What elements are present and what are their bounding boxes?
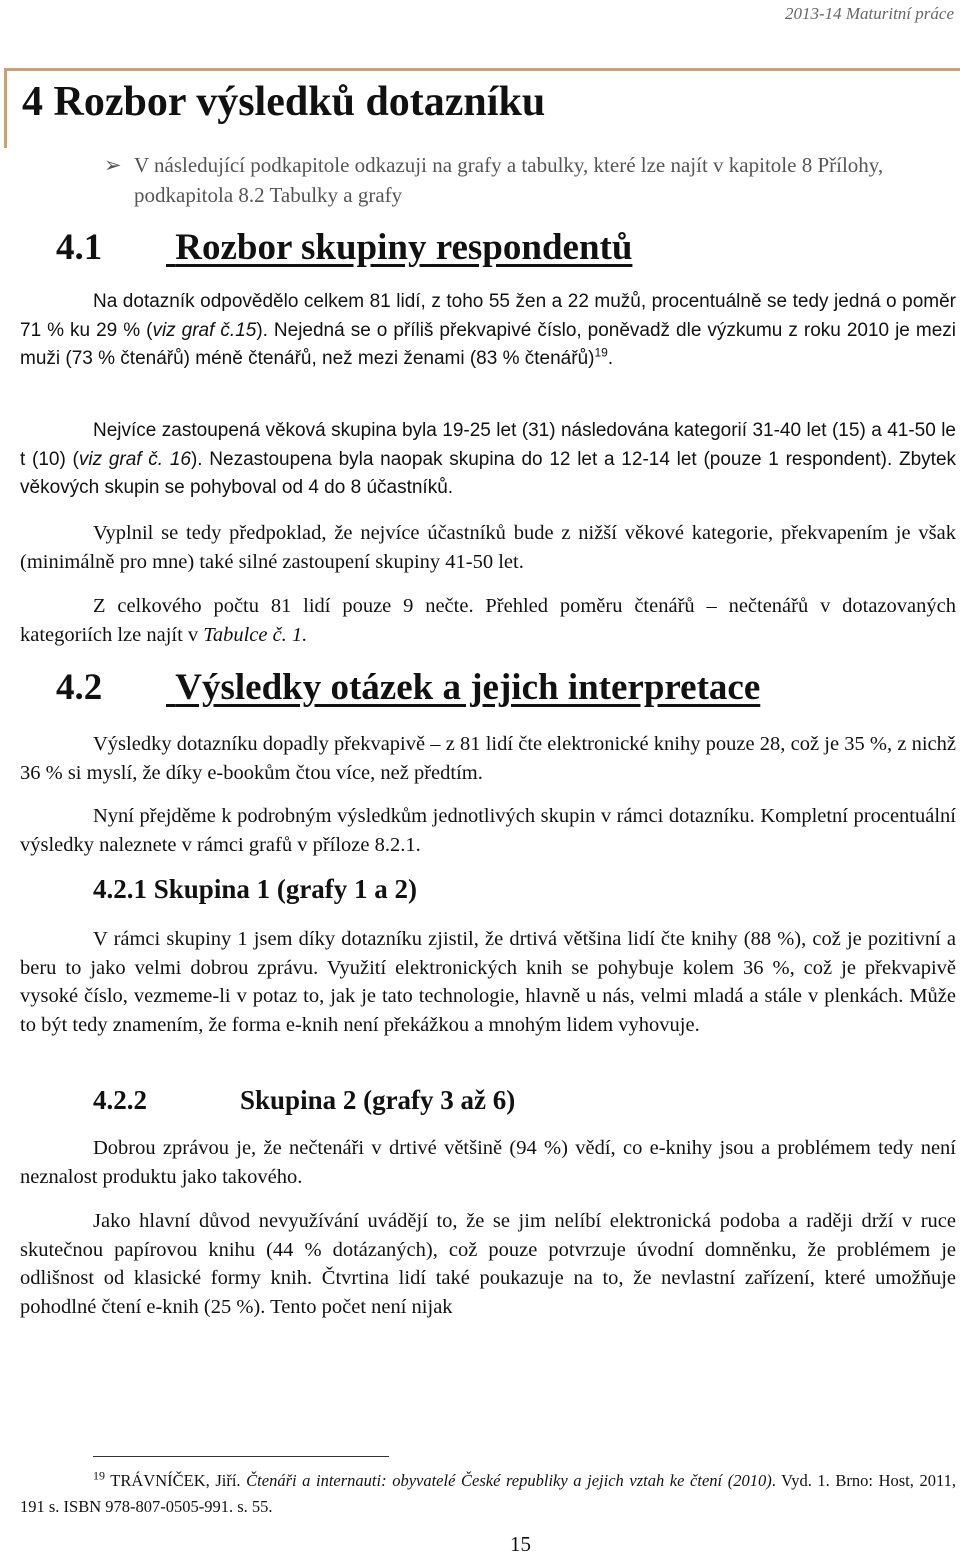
paragraph-non-readers: Z celkového počtu 81 lidí pouze 9 nečte. Přehled poměru čtenářů – nečtenářů v dotazovaných kategoriích lze najít v Tabulce č. 1. <box>20 595 956 646</box>
chapter-title: 4 Rozbor výsledků dotazníku <box>22 79 546 125</box>
footnote-separator <box>93 1456 389 1457</box>
subsection-4-2-1-heading: 4.2.1 Skupina 1 (grafy 1 a 2) <box>93 874 418 904</box>
paragraph-results: Výsledky dotazníku dopadly překvapivě – z 81 lidí čte elektronické knihy pouze 28, což je 35 %, z nichž 36 % si myslí, že díky e-bookům čtou více, než předtím. <box>20 733 956 784</box>
subsection-4-2-2-number: 4.2.2 <box>93 1085 147 1115</box>
note-bullet-text: V následující podkapitole odkazuji na grafy a tabulky, které lze najít v kapitole 8 Přílohy, podkapitola 8.2 Tabulky a grafy <box>134 153 884 207</box>
section-4-1-title-text: Rozbor skupiny respondentů <box>175 227 633 268</box>
arrow-bullet-icon: ➢ <box>104 153 122 177</box>
footnote-19: $^{19}$ TRÁVNÍČEK, Jiří. Čtenáři a internauti: obyvatelé České republiky a jejich vztah ke čtení (2010). Vyd. 1. Brno: Host, 2011, 191 s. ISBN 978-807-0505-991. s. 55. <box>20 1468 956 1516</box>
paragraph-group-2-reasons: Jako hlavní důvod nevyužívání uvádějí to, že se jim nelíbí elektronická podoba a raději drží v ruce skutečnou papírovou knihu (44 % dotázaných), což pouze potvrzuje úvodní domněnku, že problémem je odlišnost od klasické formy knih. Čtvrtina lidí také poukazuje na to, že nevlastní zařízení, které umožňuje pohodlné čtení e-knih (25 %). Tento počet není nijak <box>20 1210 956 1318</box>
section-4-2-title <box>166 666 760 709</box>
section-4-2-number: 4.2 <box>56 667 103 708</box>
paragraph-assumption: Vyplnil se tedy předpoklad, že nejvíce účastníků bude z nižší věkové kategorie, překvapením je však (minimálně pro mne) také silné zastoupení skupiny 41-50 let. <box>20 522 956 573</box>
paragraph-group-2-intro: Dobrou zprávou je, že nečtenáři v drtivé většině (94 %) vědí, co e-knihy jsou a problémem tedy není neznalost produktu jako takového. <box>20 1137 956 1188</box>
running-header: 2013-14 Maturitní práce <box>784 4 954 23</box>
chapter-rule-top <box>4 68 960 71</box>
paragraph-respondents: Na dotazník odpovědělo celkem 81 lidí, z toho 55 žen a 22 mužů, procentuálně se tedy jedná o poměr 71 % ku 29 % (viz graf č.15). Nejedná se o příliš překvapivé číslo, poněvadž dle výzkumu z roku 2010 je mezi muži (73 % čtenářů) méně čtenářů, než mezi ženami (83 % čtenářů)$^{19}$. <box>20 291 956 369</box>
section-4-1-number: 4.1 <box>56 227 103 268</box>
subsection-4-2-2-title: Skupina 2 (grafy 3 až 6) <box>240 1085 516 1115</box>
section-4-2-title-text: Výsledky otázek a jejich interpretace <box>175 667 761 708</box>
paragraph-group-1: V rámci skupiny 1 jsem díky dotazníku zjistil, že drtivá většina lidí čte knihy (88 %), což je pozitivní a beru to jako velmi dobrou zprávu. Využití elektronických knih se pohybuje kolem 36 %, což je překvapivě vysoké číslo, vezmeme-li v potaz to, jak je tato technologie, hlavně u nás, velmi mladá a stále v plenkách. Může to být tedy znamením, že forma e-knih není překážkou a mnohým lidem vyhovuje. <box>20 928 956 1036</box>
page-number: 15 <box>510 1532 531 1556</box>
paragraph-detailed-results: Nyní přejděme k podrobným výsledkům jednotlivých skupin v rámci dotazníku. Kompletní procentuální výsledky naleznete v rámci grafů v příloze 8.2.1. <box>20 805 956 856</box>
footnote-ref-19: 19 <box>594 345 608 360</box>
paragraph-age-groups: Nejvíce zastoupená věková skupina byla 19-25 let (31) následována kategorií 31-40 let (15) a 41-50 le t (10) (viz graf č. 16). Nezastoupena byla naopak skupina do 12 let a 12-14 let (pouze 1 respondent). Zbytek věkových skupin se pohyboval od 4 do 8 účastníků. <box>20 420 957 498</box>
section-4-1-title <box>166 226 632 269</box>
chapter-rule-left <box>4 68 7 148</box>
note-bullet <box>104 150 956 210</box>
